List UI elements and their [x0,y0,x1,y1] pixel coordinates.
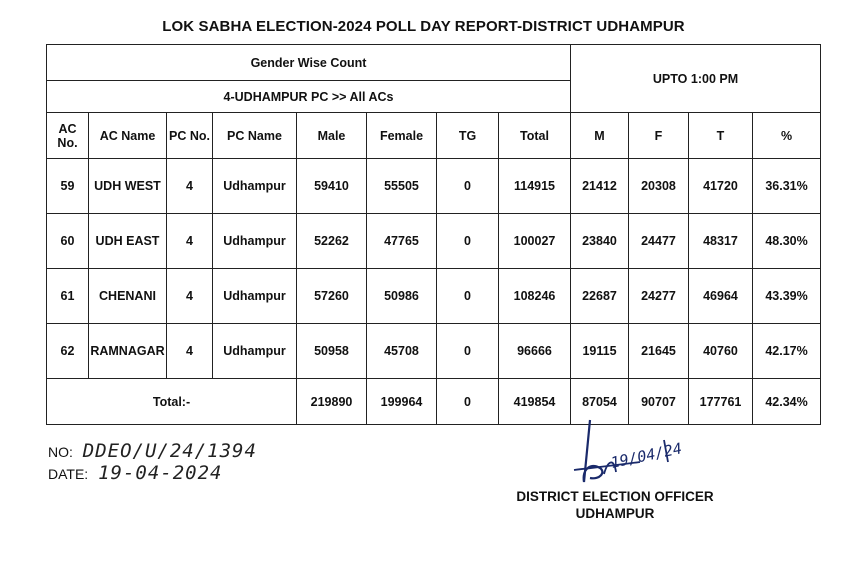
pc-no: 4 [167,159,213,214]
ac-no: 61 [47,269,89,324]
female-count: 47765 [367,214,437,269]
table-row [47,214,821,269]
m-count: 22687 [571,269,629,324]
female-count: 55505 [367,159,437,214]
tg-count: 0 [437,324,499,379]
ref-no-label: NO: [48,444,73,460]
column-header-row [47,113,821,159]
ref-date-label: DATE: [48,466,89,482]
total-m: 87054 [571,379,629,425]
pc-header: 4-UDHAMPUR PC >> All ACs [47,81,571,113]
percentage: 43.39% [753,269,821,324]
signature-scribble-icon [560,410,690,490]
pc-no: 4 [167,214,213,269]
col-male: Male [297,113,367,159]
male-count: 50958 [297,324,367,379]
table-row [47,159,821,214]
total-f: 90707 [629,379,689,425]
total-male: 219890 [297,379,367,425]
ref-date-handwritten: 19-04-2024 [98,462,223,484]
col-t: T [689,113,753,159]
col-ac-no: AC No. [47,113,89,159]
ac-name: RAMNAGAR [89,324,167,379]
f-count: 24477 [629,214,689,269]
table-row [47,324,821,379]
ac-no: 60 [47,214,89,269]
ac-name: UDH WEST [89,159,167,214]
grand-total: 419854 [499,379,571,425]
tg-count: 0 [437,214,499,269]
col-tg: TG [437,113,499,159]
ac-no: 59 [47,159,89,214]
ac-name: CHENANI [89,269,167,324]
totals-row [47,379,821,425]
m-count: 21412 [571,159,629,214]
ac-no: 62 [47,324,89,379]
total-percentage: 42.34% [753,379,821,425]
percentage: 48.30% [753,214,821,269]
pc-name: Udhampur [213,214,297,269]
officer-title: DISTRICT ELECTION OFFICER [516,489,714,504]
male-count: 57260 [297,269,367,324]
col-ac-name: AC Name [89,113,167,159]
report-title: LOK SABHA ELECTION-2024 POLL DAY REPORT-DISTRICT UDHAMPUR [162,18,685,35]
total-count: 96666 [499,324,571,379]
officer-district: UDHAMPUR [575,506,655,521]
t-count: 46964 [689,269,753,324]
ac-name: UDH EAST [89,214,167,269]
tg-count: 0 [437,159,499,214]
m-count: 19115 [571,324,629,379]
col-pc-name: PC Name [213,113,297,159]
total-count: 114915 [499,159,571,214]
reference-number [48,440,257,462]
total-t: 177761 [689,379,753,425]
col-female: Female [367,113,437,159]
totals-label: Total:- [47,379,297,425]
m-count: 23840 [571,214,629,269]
poll-report-table [46,44,821,425]
female-count: 50986 [367,269,437,324]
col-f: F [629,113,689,159]
male-count: 52262 [297,214,367,269]
pc-name: Udhampur [213,269,297,324]
upto-time-header: UPTO 1:00 PM [571,45,821,113]
pc-no: 4 [167,269,213,324]
officer-signature [560,410,690,495]
male-count: 59410 [297,159,367,214]
total-tg: 0 [437,379,499,425]
col-pc-no: PC No. [167,113,213,159]
total-female: 199964 [367,379,437,425]
t-count: 48317 [689,214,753,269]
table-row [47,269,821,324]
header-row-gender [47,45,821,81]
ref-no-handwritten: DDEO/U/24/1394 [82,440,257,462]
tg-count: 0 [437,269,499,324]
col-m: M [571,113,629,159]
total-count: 108246 [499,269,571,324]
t-count: 40760 [689,324,753,379]
signature-date: 19/04/24 [609,439,684,472]
pc-name: Udhampur [213,324,297,379]
col-pct: % [753,113,821,159]
t-count: 41720 [689,159,753,214]
pc-name: Udhampur [213,159,297,214]
pc-no: 4 [167,324,213,379]
f-count: 21645 [629,324,689,379]
gender-wise-header: Gender Wise Count [47,45,571,81]
female-count: 45708 [367,324,437,379]
reference-date [48,462,222,484]
col-total: Total [499,113,571,159]
f-count: 20308 [629,159,689,214]
percentage: 36.31% [753,159,821,214]
f-count: 24277 [629,269,689,324]
officer-block [490,488,740,522]
percentage: 42.17% [753,324,821,379]
total-count: 100027 [499,214,571,269]
